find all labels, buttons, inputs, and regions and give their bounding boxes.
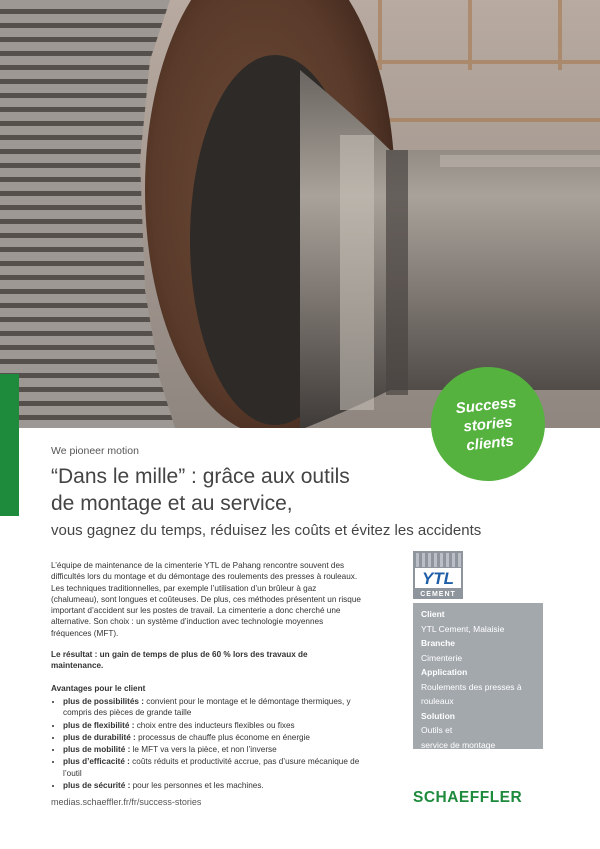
title-line-2: de montage et au service, [51,492,293,515]
article-body [51,560,361,792]
accent-bar [0,374,19,516]
success-stories-link[interactable]: medias.schaeffler.fr/fr/success-stories [51,797,202,807]
result-paragraph: Le résultat : un gain de temps de plus de 60 % lors des travaux de maintenance. [51,650,308,671]
client-value: YTL Cement, Malaisie [421,623,505,634]
svg-text:CEMENT: CEMENT [420,591,456,598]
subtitle: vous gagnez du temps, réduisez les coûts et évitez les accidents [51,522,482,539]
list-item: • plus de mobilité : le MFT va vers la pièce, et non l’inverse [63,744,361,755]
solution-value: Outils et [421,725,453,735]
badge-line-1: Success [454,393,518,417]
advantages-list [51,696,361,791]
list-item: • plus de flexibilité : choix entre des inducteurs flexibles ou fixes [63,720,361,731]
tagline: We pioneer motion [51,445,139,457]
page-title [51,463,471,517]
application-value: rouleaux [421,696,454,706]
badge-line-2: stories [462,412,514,436]
title-line-1: “Dans le mille” : grâce aux outils [51,465,350,488]
list-item: • plus de possibilités : convient pour le montage et le démontage thermiques, y compris des pièces de grande taille [63,696,361,719]
client-label: Client [421,609,445,619]
intro-paragraph: L’équipe de maintenance de la cimenterie YTL de Pahang rencontre souvent des difficultés lors du montage et du démontage des roulements des presses à rouleaux. Les techniques traditionnelles, par exemple l’utilisation d’un brûleur à gaz (chalumeau), sont longues et coûteuses. De plus, ces méthodes présentent un risque important d’accident sur les postes de travail. La cimenterie a donc cherché une alternative. Son choix : un système d’induction avec technologie moyennes fréquences (MFT). [51,561,361,638]
solution-value: service de montage [421,739,496,750]
schaeffler-logo: SCHAEFFLER [413,789,523,806]
list-item: • plus de durabilité : processus de chauffe plus économe en énergie [63,732,361,743]
application-label: Application [421,667,468,677]
application-value: Roulements des presses à [421,681,522,692]
svg-text:YTL: YTL [421,569,455,588]
list-item: • plus d’efficacité : coûts réduits et productivité accrue, pas d’usure mécanique de l’outil [63,756,361,779]
advantages-title: Avantages pour le client [51,683,146,693]
badge-line-3: clients [465,431,515,454]
branche-value: Cimenterie [421,652,463,663]
branche-label: Branche [421,638,456,648]
solution-label: Solution [421,710,455,721]
list-item: • plus de sécurité : pour les personnes et les machines. [63,780,361,791]
ytl-cement-logo [413,551,463,599]
client-info-box [413,603,543,749]
